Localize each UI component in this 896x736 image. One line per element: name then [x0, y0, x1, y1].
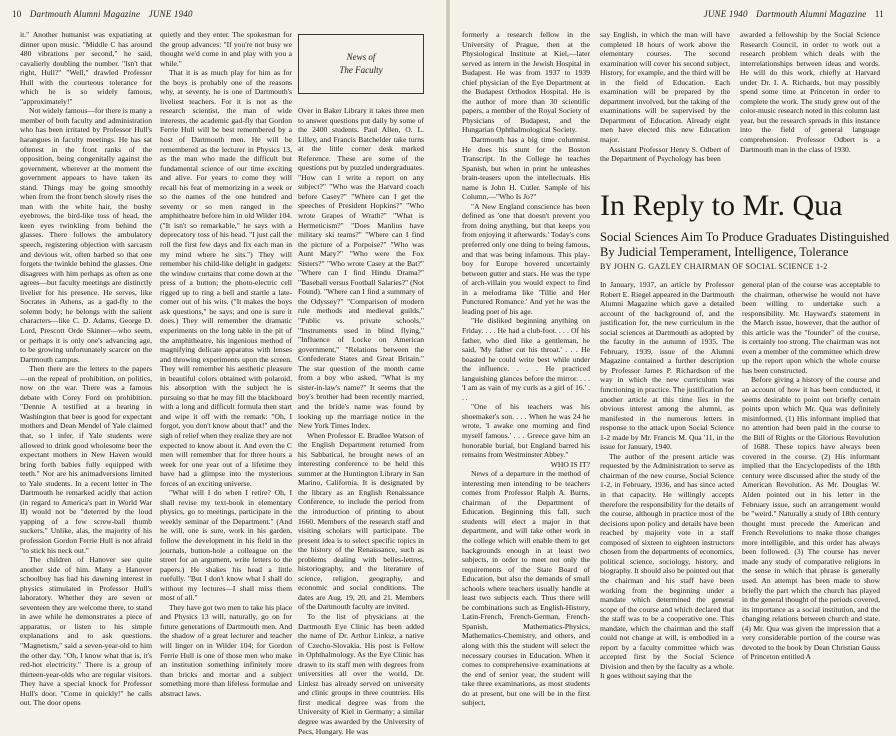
- news-of-the-faculty-box: [298, 34, 424, 94]
- right-column-1: [462, 30, 590, 708]
- right-page: [450, 0, 896, 708]
- paragraph: "A New England conscience has been defined as 'one that doesn't prevent you from doing anything, but that keeps you from enjoying it afterwards.' Today's cons preferred only one thing to being famous, and that was being infamous. This play-boy for Europe hovered uncertainly between gutter and stars. He was the type of arch-villain you would expect to find in a melodrama like 'Tillie and Her Punctured Romance.' And yet he was the leading poet of his age.: [462, 201, 590, 316]
- article-subhead: [600, 230, 889, 260]
- paragraph: Dartmouth has a big time columnist. He does his stunt for the Boston Transcript. In the College he teaches Spanish, but when in print he unleashes brain-teasers upon the intellectuals. His name is John H. Cutler. Sample of his Column,—"Who Is Jo?": [462, 135, 590, 202]
- paragraph: That it is as much play for him as for the boys is probably one of the reasons why, at seventy, he is one of Dartmouth's liveliest teachers. For it is not as the research scientist, the man of wide interests, the academic gad-fly that Gordon Ferrie Hull will be best remembered by a host of Dartmouth men. He will be remembered as the lecturer in Physics 13, as the man who made the difficult but fundamental science of our time exciting and alive. For years to come they will recall his feat of memorizing in a week or so the names of the one hundred and seventy or so men ranged in the amphitheatre before him in old Wilder 104. ("It isn't so remarkable," he says with a deprecatory toss of his head. "I just call the roll the first few days and fix each man in my mind where he sits.") They will remember his child-like delight in gadgets: the window curtains that come down at the press of a button; the photo-electric cell rigged up to ring a bell and startle a late-comer out of his wits. ("It makes the boys ask questions," he says; and one is sure it does.) They will remember the dramatic experiments on the long table in the pit of the amphitheatre, his ingenious method of magnifying delicate apparatus with lenses and throwing experiments upon the screen. They will remember his aesthetic pleasure in beautiful colors obtained with polaroid, his absorption with the subject he is pursuing so that he may fill the blackboard with a long and difficult formula then start and wipe it off with the remark: "Oh, I forgot, you don't know about that!" and the sigh of relief when they realize they are not expected to know about it. And even the C men will remember that for three hours a week for one year out of a lifetime they have had a glimpse into the mysterious forces of an exciting universe.: [160, 68, 292, 488]
- left-page: [0, 0, 446, 736]
- left-header-title: Dartmouth Alumni Magazine: [29, 9, 141, 19]
- paragraph: They have got two men to take his place and Physics 13 will, naturally, go on for future generations of Dartmouth men. And the shadow of a great lecturer and teacher will linger on in Wilder 104; for Gordon Ferrie Hull is one of those men who make an institution something infinitely more than bricks and mortar and a subject something more than lifeless formulae and abstract laws.: [160, 602, 292, 698]
- paragraph: Before giving a history of the course and an account of how it has been conducted, it seems desirable to point out briefly certain points upon which Mr. Qua was definitely misinformed. (1) His informant implied that no attention had been paid in the course to the Bill of Rights or the Glorious Revolution of 1688. These topics have always been covered in the course. (2) His informant implied that the Encyclopedists of the 18th century were discussed after the study of the American Revolution. As Mr. Douglas W. Alden pointed out in his letter in the February issue, such an arrangement would be "weird." Naturally a study of 18th century thought must precede the American and French Revolutions to make those changes more intelligible, and this order has always been followed. (3) The course has never made any study of comparative religions in the sense in which that phrase is generally used. An attempt has been made to show briefly the part which the church has played in the general thought of the periods covered, its importance as a social institution, and the changing relations between church and state. (4) Mr. Qua was given the impression that a very considerable portion of the course was devoted to the book by Dean Christian Gauss of Princeton entitled A: [742, 375, 880, 662]
- who-is-it: WHO IS IT?: [550, 459, 590, 469]
- paragraph: "What will I do when I retire? Oh, I shall revise my text-book in elementary physics, go to meetings, participate in the weekly seminar of the Department." (And he will, one is sure, work in his garden, follow the development in his field in the journals, button-hole a colleague on the street for an argument, write letters to the papers.) He shakes his head a little ruefully. "But I don't know what I shall do without my lectures—I shall miss them most of all.": [160, 488, 292, 603]
- right-page-header: [704, 9, 890, 19]
- paragraph: "One of his teachers was his shoemaker's son. . . . When he was 24 he wrote, 'I awake one morning and find myself famous.' . . . Greece gave him an honorable burial, but England barred his remains from Westminster Abbey.": [462, 402, 590, 460]
- paragraph: "He disliked beginning anything on Friday. . . . He had a club-foot. . . . Of his father, who died like a gentleman, he said, 'My father cut his throat.' . . . He boasted he could write best while under the influence. . . . He practiced languishing glances before the mirror. . . . 'I am as vain of my curls as a girl of 16.' . . .: [462, 316, 590, 402]
- left-header-date: JUNE 1940: [148, 9, 193, 19]
- paragraph: quietly and they enter. The spokesman for the group advances: "If you're not busy we thought we'd come in and play with you a while.": [160, 30, 292, 68]
- paragraph: it." Another humanist was expatiating at dinner upon music. "Middle C has around 480 vibrations per second," he said, cavalierly doubling the number. "Isn't that right, Hull?" "Well," drawled Professor Hull with the courteous tolerance for which he is so widely famous, "approximately!": [20, 30, 152, 106]
- paragraph: To the list of physicians at the Dartmouth Eye Clinic has been added the name of Dr. Arthur Linksz, a native of Czecho-Slovakia. His post is Fellow in Ophthalmology. As the Eye Clinic has drawn to its staff men with degrees from universities all over the world, Dr. Linksz has already served on university and clinic groups in three countries. His first medical degree was from the University of Kiel in Germany; a similar degree was awarded by the University of Pecs, Hungary. He was: [298, 611, 424, 736]
- news-box-line-2: The Faculty: [339, 65, 383, 75]
- left-page-header: [6, 9, 193, 19]
- left-column-2: [160, 30, 292, 698]
- subhead-line-1: Social Sciences Aim To Produce Graduates Distinguished: [600, 230, 890, 244]
- right-header-date: JUNE 1940: [703, 9, 748, 19]
- paragraph: Not widely famous—for there is many a member of both faculty and administration who has been irritated by Professor Hull's harangues in faculty meetings. He has sat oftenest in the front ranks of the opposition, being congenitally against the government, wherever at the moment the government appears to have taken its stand. Things may be going smoothly when from the front bench slowly rises the man with the white hair, the bushy eyebrows, the bird-like toss of head, the keen eyes twinkling from behind the glasses. There follows the ambulatory speech, registering objection with sarcasm and devious wit, often barbed so that one forgets the twinkle behind the glasses. One disagrees with him perhaps as often as one agrees—but faculty meetings are distinctly livelier for his presence. He serves, like Socrates in Athens, as a gad-fly to the solemn body; he belongs with the salient characters—like C. D. Adams, George D. Lord, Prescott Orde Skinner—who seem, or perhaps it is only one's advancing age, to be growing unfortunately scarcer on the Dartmouth campus.: [20, 106, 152, 364]
- paragraph: News of a departure in the method of interesting men intending to be teachers comes from Professor Ralph A. Burns, chairman of the Department of Education. Beginning this fall, such students will elect a major in that department, and will take other work in the college which will enable them to get backgrounds enough in at least two subjects, in order to meet not only the requirements of the State Board of Education, but also the demands of small schools where teachers usually handle at least two subjects each. Thus there will be combinations such as English-History, Latin-French, French-German, French-Spanish, Mathematics-Physics, Mathematics-Chemistry, and others, and along with this the student will select the necessary courses in Education. When it comes to comprehensive examinations at the end of senior year, the student will take three examinations, as most students do at present, but one will be in the first subject,: [462, 469, 590, 708]
- paragraph: formerly a research fellow in the University of Prague, then at the Physiological Institute at Kiel,—later served as intern in the Jewish Hospital in Budapest. He was from 1937 to 1939 chief physician of the Eye Department at the Budapest Orthodox Hospital. He is the author of more than 30 scientific papers, a member of the Royal Society of Physicians of Budapest, and the Hungarian Ophthalmological Society.: [462, 30, 590, 135]
- left-page-number: 10: [12, 9, 22, 19]
- right-column-3: [740, 30, 880, 176]
- right-header-title: Dartmouth Alumni Magazine: [756, 9, 867, 19]
- news-box-line-1: News of: [346, 52, 376, 62]
- subhead-line-2: By Judicial Temperament, Intelligence, Tolerance: [600, 245, 849, 259]
- article-byline: BY JOHN G. GAZLEY CHAIRMAN OF SOCIAL SCIENCE 1-2: [600, 262, 828, 271]
- paragraph: awarded a fellowship by the Social Science Research Council, in order to work out a research problem which deals with the interrelationships between ideas and words. He will do this work, chiefly at Harvard under Dr. I. A. Richards, but may possibly spend some time at Princeton in order to complete the work. The study grew out of the color-music research noted in this column last year, but the research spreads in this instance into the field of general language comprehension. Professor Odbert is a Dartmouth man in the class of 1930.: [740, 30, 880, 154]
- paragraph: In January, 1937, an article by Professor Robert E. Riegel appeared in the Dartmouth Alumni Magazine which gave a detailed account of the background of, and the justification for, the new curriculum in the social sciences at Dartmouth as adopted by the faculty in the autumn of 1935. The February, 1939, issue of the Alumni Magazine contained a further description by Professor James P. Richardson of the way in which the new curriculum was functioning in practice. The justification for another article at this time lies in the obvious interest among the alumni, as manifested in the numerous letters in response to the attack upon Social Science 1-2 made by Mr. Francis M. Qua '11, in the issue for January, 1940.: [600, 280, 734, 452]
- article-headline: In Reply to Mr. Qua: [600, 189, 843, 222]
- paragraph: general plan of the course was acceptable to the chairman, otherwise he would not have been willing to undertake such a responsibility. Mr. Hayward's statement in the March issue, however, that the author of this article was the "founder" of the course, is certainly too strong. The chairman was not even a member of the committee which drew up the report upon which the whole course has been constructed.: [742, 280, 880, 375]
- paragraph: Assistant Professor Henry S. Odbert of the Department of Psychology has been: [600, 144, 730, 164]
- right-page-number: 11: [874, 9, 884, 19]
- paragraph: Over in Baker Library it takes three men to answer questions put daily by some of the 2400 students. Paul Allen, O. L. Lilley, and Francis Batchelder take turns at the little corner desk marked Reference. These are some of the questions put by puzzled undergraduates. "How can I write a report on any subject?" "Who was the Harvard coach before Casey?" "Where can I get the speeches of President Hopkins?" "Who wrote Grapes of Wrath?" "What is Hermeticism?" "Does Manlius have military ski teams?" "Where can I find the picture of a Porpoise?" "Who was Aunt Mary?" "Who were the Fox Sisters?" "Who wrote Casey at the Bat?" "Where can I find Hindu Drama?" "Baseball versus Football Salaries?" (Not Found). "Where can I find a summary of the Odyssey?" "Comparison of modern rule methods and medieval guilds," "Public vs. private schools," "Instruments used in blind flying," "Influence of Locke on American government," "Relations between the Confederate States and Great Britain." The star question of the month came from a boy who asked, "What is my sister-in-law's name?" It seems that the boy's brother had been recently married, and the bride's name was found by looking up the marriage notice in the New York Times Index.: [298, 106, 424, 431]
- paragraph: The children of Hanover see quite another side of him. Many a Hanover schoolboy has had his dawning interest in physics stimulated in Professor Hull's laboratory. Whether they are seven or seventeen they are welcome there, to stand in awe while he demonstrates a piece of apparatus, or listen to his simple explanations and to ask questions. "Magnetism," said a seven-year-old to him the other day. "Oh, I know what that is, it's red-hot electricity." There is a group of thirteen-year-olds who are regular visitors. They have a special knock for Professor Hull's door. "Come in quickly!" he calls out. The door opens: [20, 555, 152, 708]
- paragraph: When Professor E. Bradlee Watson of the English Department returned from his Sabbatical, he brought news of an interesting conference to be held this summer at the Huntington Library in San Marino, California. It is designated by the library as an English Renaissance Conference, to include the period from the introduction of printing to about 1660. Members of the research staff and visiting scholars will participate. The present idea is to select specific topics in the history of the Renaissance, such as problems dealing with belles-lettres, historiography, and the literature of science, religion, geography, and economic and social conditions. The dates are Aug. 19, 20, and 21. Members of the Dartmouth faculty are invited.: [298, 430, 424, 612]
- paragraph: The author of the present article was requested by the Administration to serve as chairman of the new course, Social Science 1-2, in February, 1936, and has since acted in that capacity. He willingly accepts therefore the responsibility for the details of the course, although in practice most of the decisions upon policy and details have been reached by majority vote in a staff composed of sixteen to eighteen instructors chosen from the departments of economics, political science, sociology, history, and biography. It should also be pointed out that the chairman and his staff have been working from the beginning under a mandate which determined the general scope of the course and which declared that the staff was to be a cooperative one. This mandate, which the chairman and the staff could not change at will, is embodied in a report by a faculty committee which was accepted first by the Social Science Division and then by the faculty as a whole. It goes without saying that the: [600, 451, 734, 681]
- article-column-1: [600, 280, 734, 681]
- left-column-3: [298, 106, 424, 736]
- left-column-1: [20, 30, 152, 708]
- article-column-2: [742, 280, 880, 662]
- paragraph: Then there are the letters to the papers—on the repeal of prohibition, on politics, now on the war. There was a famous debate with Corey Ford on prohibition. "Dennie A testified at a hearing in Washington that beer is good for expectant mothers and Dean Mendel of Yale claimed that, so I infer, if Yale students were allowed to drink good wholesome beer the expectant mothers in New Haven would bring forth babies fully equipped with teeth." Nor are his animadversions limited to Yale students. In a recent letter in The Dartmouth he remarked acidly that action (in regard to America's part in World War II) would not be "deterred by the loud yapping of a few screw-ball thumb suckers." Unlike, alas, the majority of his profession Gordon Ferrie Hull is not afraid "to stick his neck out.": [20, 364, 152, 555]
- paragraph: say English, in which the man will have completed 18 hours of work above the elementary courses. The second examination will cover his second subject, History, for example, and the third will be in the field of Education. Each examination will be prepared by the department involved, but the taking of the examinations will be supervised by the Department of Education. Already eight men have elected this new Education major.: [600, 30, 730, 145]
- right-column-2: [600, 30, 730, 176]
